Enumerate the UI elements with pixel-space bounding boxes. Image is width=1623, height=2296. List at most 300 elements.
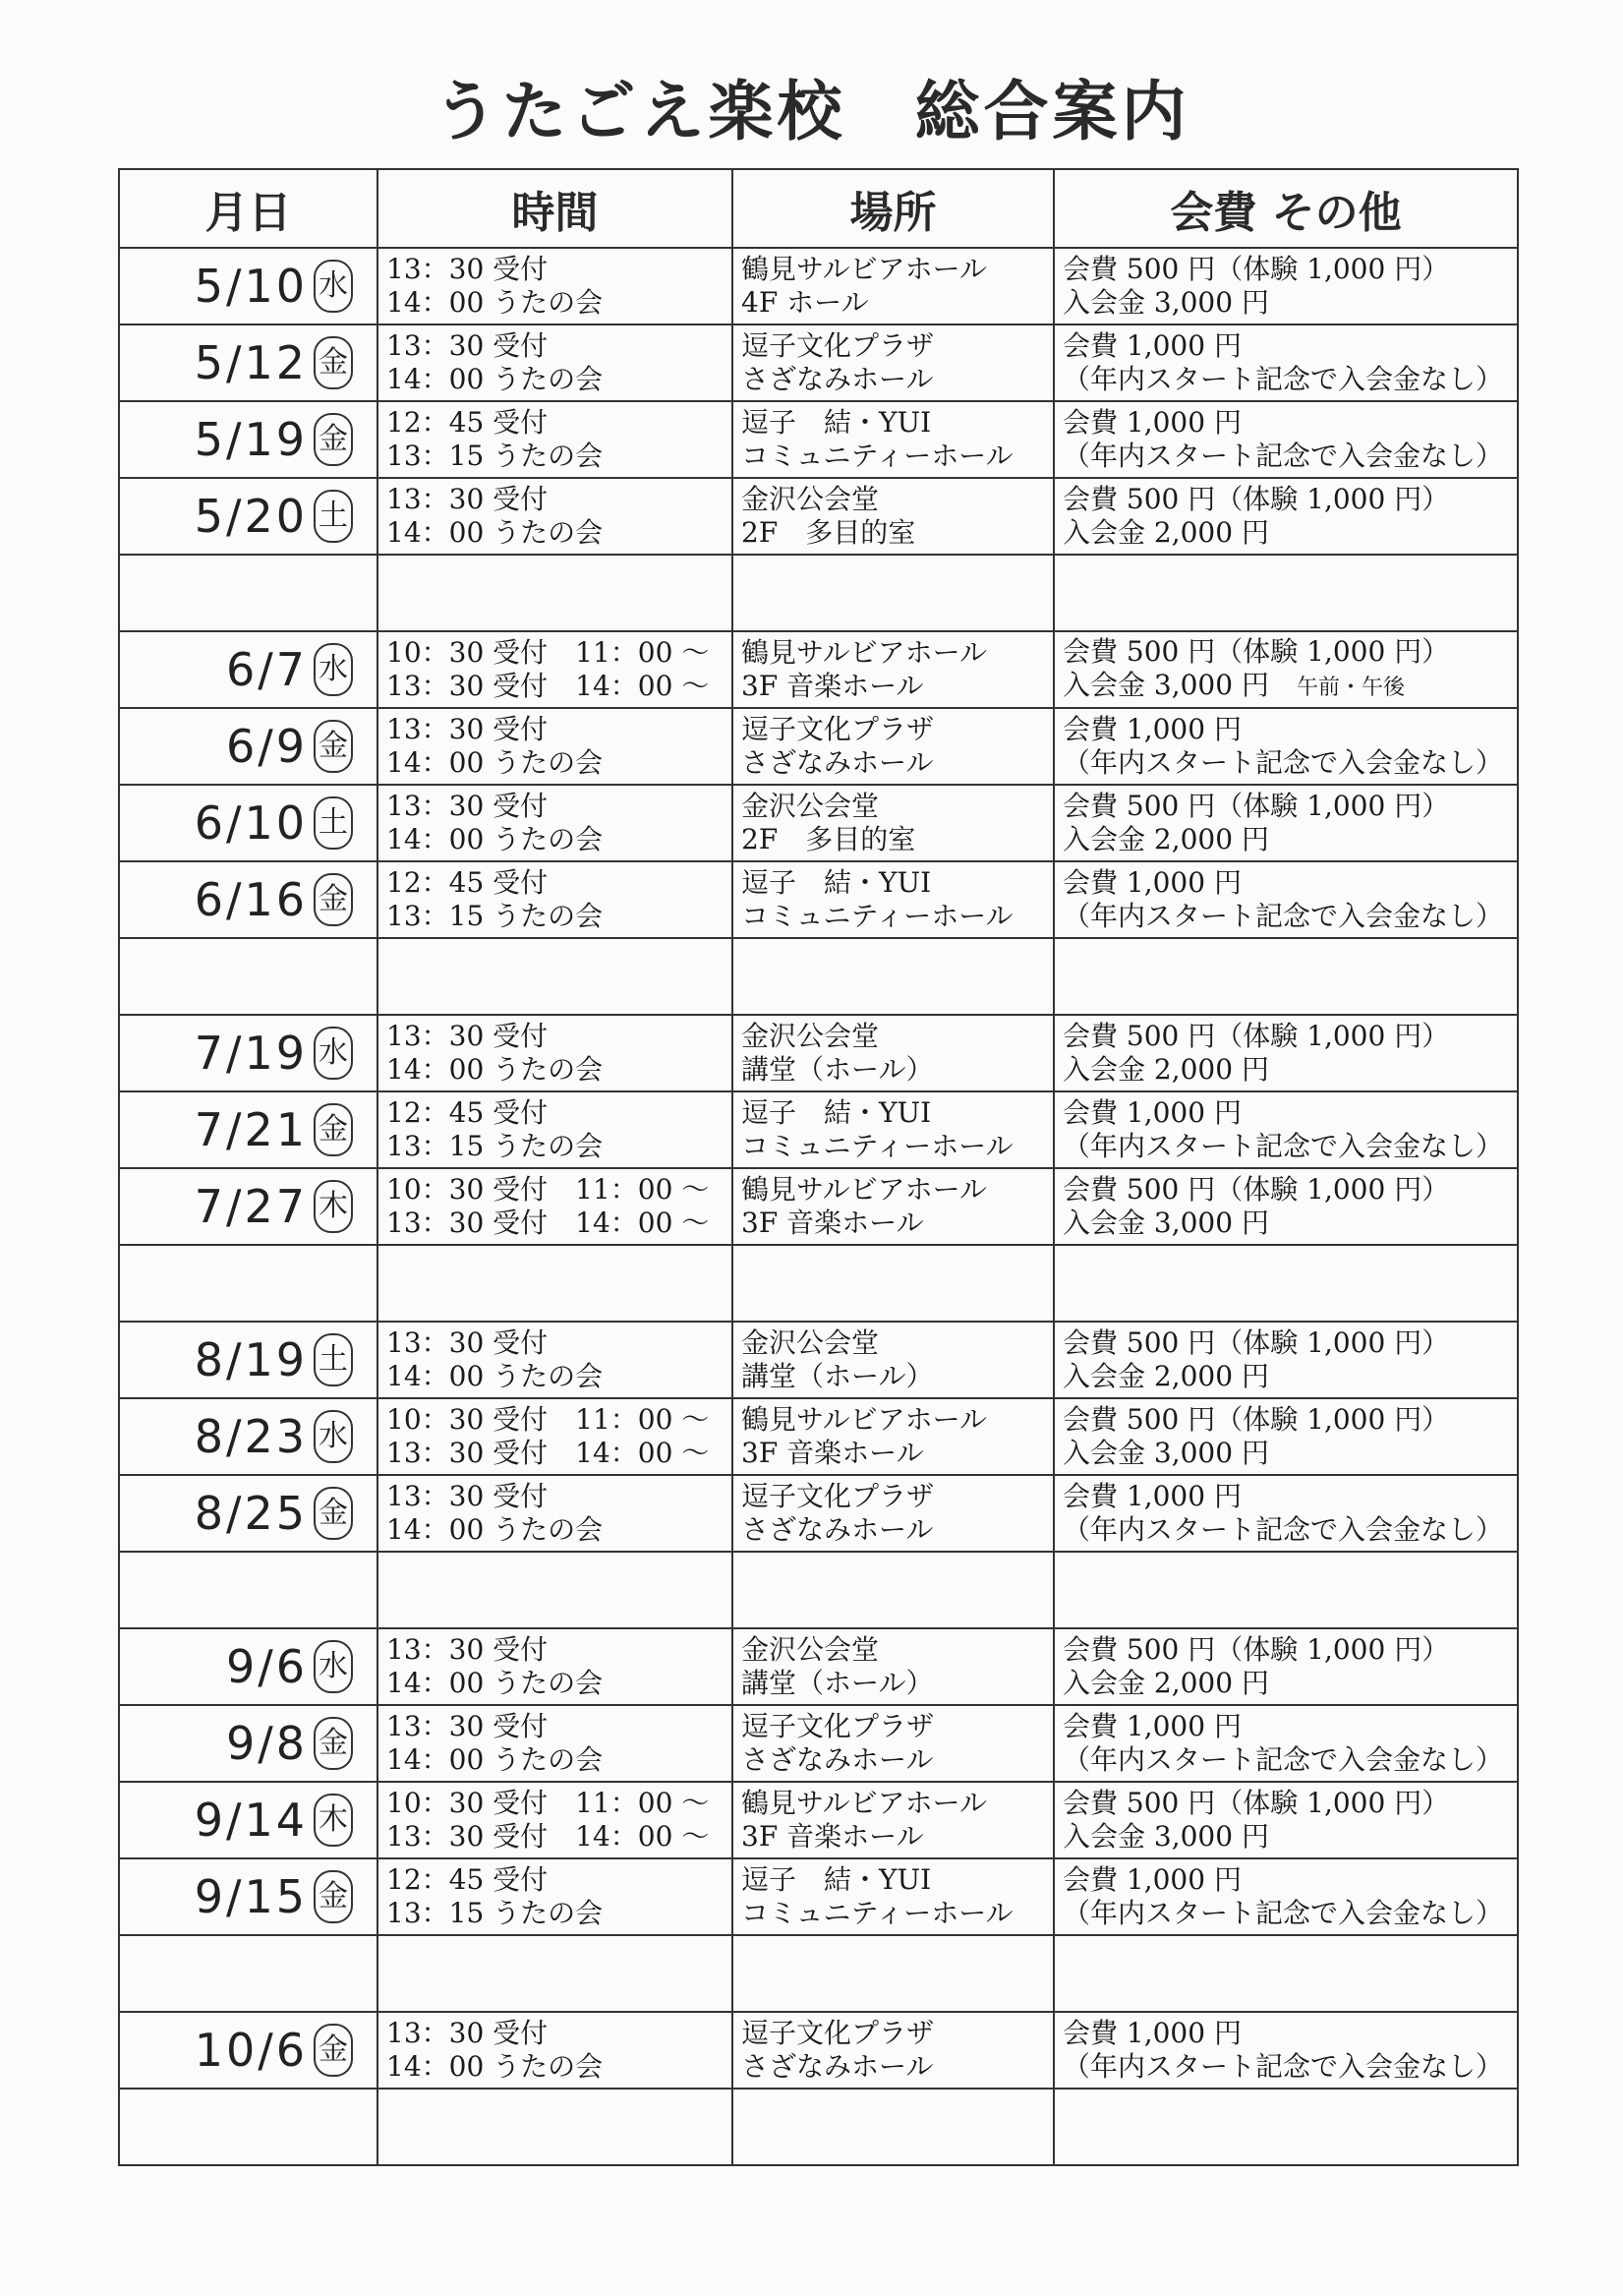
fee-line-2 <box>1063 1897 1517 1930</box>
table-row <box>119 248 1518 324</box>
time-line-1: 13：30 受付 <box>386 253 549 285</box>
place-cell <box>732 324 1054 401</box>
time-cell <box>377 631 732 708</box>
header-place: 場所 <box>732 169 1054 248</box>
time-line-1: 10：30 受付 11：00 ～ <box>386 1787 710 1819</box>
event-date: 6/7 <box>225 643 308 696</box>
event-date: 5/20 <box>194 490 308 543</box>
fee-text: 入会金 2,000 円 <box>1063 823 1269 855</box>
time-line-2: 14：00 うたの会 <box>386 1667 604 1699</box>
event-date: 9/8 <box>225 1717 308 1770</box>
fee-line-1: 会費 500 円（体験 1,000 円） <box>1063 483 1450 515</box>
table-row <box>119 1628 1518 1705</box>
place-line-2: さざなみホール <box>741 746 934 779</box>
fee-line-2 <box>1063 900 1517 933</box>
place-line-2: さざなみホール <box>741 1743 934 1776</box>
weekday-badge: 金 <box>314 336 353 389</box>
blank-cell <box>732 1552 1054 1628</box>
fee-cell <box>1054 1322 1518 1398</box>
place-line-1: 鶴見サルビアホール <box>741 1403 988 1436</box>
blank-cell <box>377 1552 732 1628</box>
fee-text: 入会金 2,000 円 <box>1063 516 1269 549</box>
time-cell <box>377 324 732 401</box>
place-cell <box>732 1322 1054 1398</box>
place-line-1: 逗子文化プラザ <box>741 713 935 745</box>
time-line-2: 13：30 受付 14：00 ～ <box>386 1437 710 1469</box>
place-line-2: 2F 多目的室 <box>741 516 916 549</box>
blank-cell <box>732 1245 1054 1322</box>
place-line-1: 逗子 結・YUI <box>741 866 932 899</box>
weekday-badge: 金 <box>314 720 353 773</box>
place-line-2: 2F 多目的室 <box>741 823 916 855</box>
date-cell <box>119 2012 377 2089</box>
blank-cell <box>732 555 1054 631</box>
event-date: 10/6 <box>194 2024 308 2077</box>
time-line-1: 13：30 受付 <box>386 483 549 515</box>
fee-line-2 <box>1063 1820 1517 1854</box>
page-title: うたごえ楽校 総合案内 <box>433 74 1190 149</box>
fee-cell <box>1054 1168 1518 1245</box>
time-line-1: 12：45 受付 <box>386 1096 549 1129</box>
blank-cell <box>377 938 732 1015</box>
place-line-1: 逗子文化プラザ <box>741 2017 935 2049</box>
place-line-2: さざなみホール <box>741 2050 934 2083</box>
fee-line-2 <box>1063 746 1517 780</box>
fee-line-1: 会費 500 円（体験 1,000 円） <box>1063 1633 1450 1666</box>
date-cell <box>119 1782 377 1858</box>
fee-cell <box>1054 324 1518 401</box>
place-line-2: 3F 音楽ホール <box>741 1207 924 1239</box>
fee-line-1: 会費 1,000 円 <box>1063 1710 1242 1742</box>
blank-cell <box>119 555 377 631</box>
time-cell <box>377 785 732 861</box>
blank-cell <box>1054 2089 1518 2165</box>
fee-line-2 <box>1063 1743 1517 1777</box>
blank-cell <box>119 1552 377 1628</box>
blank-cell <box>1054 1935 1518 2012</box>
date-cell <box>119 1168 377 1245</box>
fee-line-1: 会費 1,000 円 <box>1063 329 1242 362</box>
place-cell <box>732 2012 1054 2089</box>
event-date: 6/10 <box>194 796 308 850</box>
time-cell <box>377 1168 732 1245</box>
fee-line-1: 会費 500 円（体験 1,000 円） <box>1063 634 1450 668</box>
fee-line-1: 会費 500 円（体験 1,000 円） <box>1063 253 1450 285</box>
fee-line-1: 会費 500 円（体験 1,000 円） <box>1063 1787 1450 1819</box>
time-line-2: 13：30 受付 14：00 ～ <box>386 670 710 702</box>
fee-text: 入会金 2,000 円 <box>1063 1360 1269 1392</box>
place-cell <box>732 1858 1054 1935</box>
time-cell <box>377 478 732 555</box>
time-line-1: 13：30 受付 <box>386 1020 549 1052</box>
date-cell <box>119 1475 377 1552</box>
fee-cell <box>1054 2012 1518 2089</box>
time-cell <box>377 1705 732 1782</box>
place-line-1: 金沢公会堂 <box>741 483 880 515</box>
time-cell <box>377 1475 732 1552</box>
fee-text: 入会金 3,000 円 <box>1063 286 1269 319</box>
fee-line-2 <box>1063 1513 1517 1547</box>
session-note: 午前・午後 <box>1296 675 1405 700</box>
fee-line-2 <box>1063 516 1517 550</box>
table-row <box>119 1168 1518 1245</box>
time-cell <box>377 2012 732 2089</box>
time-line-1: 13：30 受付 <box>386 1633 549 1666</box>
weekday-badge: 水 <box>314 643 353 696</box>
event-date: 5/12 <box>194 336 308 389</box>
place-cell <box>732 708 1054 785</box>
time-cell <box>377 1782 732 1858</box>
date-cell <box>119 1091 377 1168</box>
table-row <box>119 708 1518 785</box>
event-date: 8/23 <box>194 1410 308 1463</box>
place-line-2: さざなみホール <box>741 1513 934 1546</box>
fee-text: （年内スタート記念で入会金なし） <box>1063 1897 1504 1929</box>
weekday-badge: 木 <box>314 1794 353 1847</box>
fee-line-1: 会費 1,000 円 <box>1063 406 1242 439</box>
time-line-2: 14：00 うたの会 <box>386 363 604 395</box>
fee-cell <box>1054 1091 1518 1168</box>
place-line-1: 逗子 結・YUI <box>741 1863 932 1896</box>
fee-cell <box>1054 708 1518 785</box>
place-line-1: 逗子文化プラザ <box>741 1710 935 1742</box>
fee-cell <box>1054 1628 1518 1705</box>
time-line-2: 14：00 うたの会 <box>386 1743 604 1776</box>
event-date: 9/14 <box>194 1794 308 1847</box>
fee-cell <box>1054 1015 1518 1091</box>
place-cell <box>732 1628 1054 1705</box>
place-line-1: 金沢公会堂 <box>741 1326 880 1359</box>
fee-line-2 <box>1063 1130 1517 1163</box>
table-row <box>119 401 1518 478</box>
blank-cell <box>377 2089 732 2165</box>
fee-line-2 <box>1063 440 1517 473</box>
event-date: 7/19 <box>194 1027 308 1080</box>
place-line-1: 金沢公会堂 <box>741 1020 880 1052</box>
weekday-badge: 土 <box>314 1333 353 1386</box>
time-line-2: 13：15 うたの会 <box>386 1130 604 1162</box>
date-cell <box>119 785 377 861</box>
event-date: 6/9 <box>225 720 308 773</box>
weekday-badge: 水 <box>314 260 353 313</box>
place-line-1: 鶴見サルビアホール <box>741 1787 988 1819</box>
place-cell <box>732 861 1054 938</box>
fee-line-2 <box>1063 1437 1517 1470</box>
table-row <box>119 478 1518 555</box>
time-cell <box>377 1015 732 1091</box>
blank-cell <box>1054 1245 1518 1322</box>
table-row <box>119 1475 1518 1552</box>
time-line-2: 14：00 うたの会 <box>386 516 604 549</box>
time-cell <box>377 861 732 938</box>
fee-cell <box>1054 631 1518 708</box>
fee-cell <box>1054 478 1518 555</box>
blank-row <box>119 1552 1518 1628</box>
fee-cell <box>1054 1858 1518 1935</box>
place-line-1: 逗子 結・YUI <box>741 406 932 439</box>
date-cell <box>119 708 377 785</box>
place-line-1: 鶴見サルビアホール <box>741 253 988 285</box>
place-cell <box>732 1475 1054 1552</box>
time-line-1: 13：30 受付 <box>386 713 549 745</box>
date-cell <box>119 478 377 555</box>
fee-line-1: 会費 500 円（体験 1,000 円） <box>1063 790 1450 822</box>
fee-cell <box>1054 1705 1518 1782</box>
event-date: 9/6 <box>225 1640 308 1693</box>
fee-line-2 <box>1063 2050 1517 2084</box>
place-cell <box>732 478 1054 555</box>
time-line-1: 12：45 受付 <box>386 406 549 439</box>
weekday-badge: 金 <box>314 873 353 926</box>
time-cell <box>377 1398 732 1475</box>
place-line-2: コミュニティーホール <box>741 900 1014 932</box>
fee-cell <box>1054 785 1518 861</box>
time-line-1: 12：45 受付 <box>386 866 549 899</box>
table-row <box>119 1398 1518 1475</box>
blank-cell <box>377 555 732 631</box>
place-line-1: 金沢公会堂 <box>741 1633 880 1666</box>
schedule-body <box>119 248 1518 2165</box>
fee-text: （年内スタート記念で入会金なし） <box>1063 363 1504 395</box>
place-cell <box>732 1398 1054 1475</box>
place-line-2: 3F 音楽ホール <box>741 1820 924 1853</box>
event-date: 9/15 <box>194 1870 308 1923</box>
time-line-2: 14：00 うたの会 <box>386 1360 604 1392</box>
header-fee: 会費 その他 <box>1054 169 1518 248</box>
weekday-badge: 金 <box>314 413 353 466</box>
fee-line-1: 会費 1,000 円 <box>1063 713 1242 745</box>
date-cell <box>119 1705 377 1782</box>
place-line-1: 鶴見サルビアホール <box>741 636 988 669</box>
blank-row <box>119 1935 1518 2012</box>
place-line-1: 逗子文化プラザ <box>741 1480 935 1512</box>
date-cell <box>119 324 377 401</box>
time-line-1: 13：30 受付 <box>386 329 549 362</box>
date-cell <box>119 248 377 324</box>
weekday-badge: 水 <box>314 1027 353 1080</box>
fee-cell <box>1054 1475 1518 1552</box>
blank-cell <box>1054 555 1518 631</box>
fee-text: 入会金 2,000 円 <box>1063 1667 1269 1699</box>
table-row <box>119 1091 1518 1168</box>
event-date: 8/25 <box>194 1487 308 1540</box>
weekday-badge: 土 <box>314 796 353 850</box>
fee-cell <box>1054 401 1518 478</box>
blank-cell <box>119 1935 377 2012</box>
date-cell <box>119 1628 377 1705</box>
place-line-1: 逗子文化プラザ <box>741 329 935 362</box>
time-line-1: 13：30 受付 <box>386 1480 549 1512</box>
table-row <box>119 1782 1518 1858</box>
fee-line-2 <box>1063 1053 1517 1087</box>
place-cell <box>732 1705 1054 1782</box>
fee-line-2 <box>1063 1207 1517 1240</box>
weekday-badge: 金 <box>314 2024 353 2077</box>
weekday-badge: 水 <box>314 1640 353 1693</box>
time-line-1: 10：30 受付 11：00 ～ <box>386 1403 710 1436</box>
fee-text: （年内スタート記念で入会金なし） <box>1063 440 1504 472</box>
place-line-2: 3F 音楽ホール <box>741 1437 924 1469</box>
table-row <box>119 324 1518 401</box>
blank-cell <box>119 938 377 1015</box>
blank-row <box>119 555 1518 631</box>
weekday-badge: 木 <box>314 1180 353 1233</box>
fee-line-1: 会費 500 円（体験 1,000 円） <box>1063 1326 1450 1359</box>
fee-line-1: 会費 1,000 円 <box>1063 866 1242 899</box>
place-line-2: 講堂（ホール） <box>741 1360 934 1392</box>
blank-cell <box>1054 1552 1518 1628</box>
time-line-2: 14：00 うたの会 <box>386 286 604 319</box>
fee-line-2 <box>1063 1360 1517 1393</box>
table-row <box>119 861 1518 938</box>
date-cell <box>119 1322 377 1398</box>
header-row <box>119 169 1518 248</box>
time-line-2: 14：00 うたの会 <box>386 2050 604 2083</box>
time-line-2: 13：30 受付 14：00 ～ <box>386 1207 710 1239</box>
time-line-2: 13：15 うたの会 <box>386 440 604 472</box>
table-row <box>119 2012 1518 2089</box>
weekday-badge: 金 <box>314 1717 353 1770</box>
place-line-2: 講堂（ホール） <box>741 1667 934 1699</box>
time-cell <box>377 1091 732 1168</box>
fee-line-1: 会費 500 円（体験 1,000 円） <box>1063 1403 1450 1436</box>
weekday-badge: 金 <box>314 1870 353 1923</box>
fee-text: 入会金 3,000 円 <box>1063 1820 1269 1853</box>
place-line-1: 金沢公会堂 <box>741 790 880 822</box>
time-cell <box>377 401 732 478</box>
blank-cell <box>377 1245 732 1322</box>
fee-line-1: 会費 1,000 円 <box>1063 1480 1242 1512</box>
table-row <box>119 1015 1518 1091</box>
header-date: 月日 <box>119 169 377 248</box>
blank-cell <box>377 1935 732 2012</box>
time-line-2: 14：00 うたの会 <box>386 1513 604 1546</box>
date-cell <box>119 1858 377 1935</box>
fee-text: （年内スタート記念で入会金なし） <box>1063 1513 1504 1546</box>
time-cell <box>377 248 732 324</box>
place-cell <box>732 1091 1054 1168</box>
time-line-1: 10：30 受付 11：00 ～ <box>386 1173 710 1206</box>
fee-cell <box>1054 1782 1518 1858</box>
table-row <box>119 1322 1518 1398</box>
table-row <box>119 785 1518 861</box>
time-line-1: 13：30 受付 <box>386 790 549 822</box>
blank-row <box>119 2089 1518 2165</box>
event-date: 5/19 <box>194 413 308 466</box>
time-line-1: 12：45 受付 <box>386 1863 549 1896</box>
time-line-1: 13：30 受付 <box>386 2017 549 2049</box>
time-cell <box>377 1322 732 1398</box>
time-line-2: 13：30 受付 14：00 ～ <box>386 1820 710 1853</box>
fee-line-2 <box>1063 363 1517 396</box>
place-line-2: コミュニティーホール <box>741 1130 1014 1162</box>
time-cell <box>377 1628 732 1705</box>
fee-text: 入会金 3,000 円 <box>1063 668 1269 701</box>
blank-row <box>119 938 1518 1015</box>
event-date: 6/16 <box>194 873 308 926</box>
place-cell <box>732 1015 1054 1091</box>
fee-line-2 <box>1063 669 1517 705</box>
event-date: 5/10 <box>194 260 308 313</box>
place-line-2: コミュニティーホール <box>741 440 1014 472</box>
place-cell <box>732 1782 1054 1858</box>
place-line-2: コミュニティーホール <box>741 1897 1014 1929</box>
time-line-2: 14：00 うたの会 <box>386 746 604 779</box>
date-cell <box>119 1398 377 1475</box>
event-date: 7/27 <box>194 1180 308 1233</box>
place-line-2: 4F ホール <box>741 286 869 319</box>
place-cell <box>732 631 1054 708</box>
place-line-2: 3F 音楽ホール <box>741 670 924 702</box>
fee-text: 入会金 2,000 円 <box>1063 1053 1269 1086</box>
place-line-2: さざなみホール <box>741 363 934 395</box>
time-line-1: 13：30 受付 <box>386 1326 549 1359</box>
table-row <box>119 631 1518 708</box>
place-line-1: 逗子 結・YUI <box>741 1096 932 1129</box>
event-date: 8/19 <box>194 1333 308 1386</box>
blank-cell <box>1054 938 1518 1015</box>
blank-cell <box>732 2089 1054 2165</box>
time-line-2: 14：00 うたの会 <box>386 823 604 855</box>
blank-row <box>119 1245 1518 1322</box>
fee-text: （年内スタート記念で入会金なし） <box>1063 2050 1504 2083</box>
fee-line-2 <box>1063 1667 1517 1700</box>
header-time: 時間 <box>377 169 732 248</box>
time-line-2: 13：15 うたの会 <box>386 900 604 932</box>
fee-line-2 <box>1063 286 1517 320</box>
table-row <box>119 1705 1518 1782</box>
fee-line-2 <box>1063 823 1517 856</box>
time-cell <box>377 708 732 785</box>
time-line-2: 14：00 うたの会 <box>386 1053 604 1086</box>
fee-line-1: 会費 1,000 円 <box>1063 2017 1242 2049</box>
fee-line-1: 会費 500 円（体験 1,000 円） <box>1063 1173 1450 1206</box>
place-cell <box>732 1168 1054 1245</box>
fee-line-1: 会費 500 円（体験 1,000 円） <box>1063 1020 1450 1052</box>
time-line-1: 13：30 受付 <box>386 1710 549 1742</box>
fee-line-1: 会費 1,000 円 <box>1063 1863 1242 1896</box>
time-line-1: 10：30 受付 11：00 ～ <box>386 636 710 669</box>
fee-text: （年内スタート記念で入会金なし） <box>1063 1743 1504 1776</box>
fee-text: （年内スタート記念で入会金なし） <box>1063 746 1504 779</box>
weekday-badge: 金 <box>314 1103 353 1156</box>
fee-cell <box>1054 248 1518 324</box>
weekday-badge: 水 <box>314 1410 353 1463</box>
place-cell <box>732 785 1054 861</box>
fee-cell <box>1054 861 1518 938</box>
fee-text: （年内スタート記念で入会金なし） <box>1063 900 1504 932</box>
blank-cell <box>119 2089 377 2165</box>
date-cell <box>119 1015 377 1091</box>
date-cell <box>119 861 377 938</box>
place-cell <box>732 248 1054 324</box>
table-row <box>119 1858 1518 1935</box>
time-cell <box>377 1858 732 1935</box>
blank-cell <box>119 1245 377 1322</box>
fee-cell <box>1054 1398 1518 1475</box>
time-line-2: 13：15 うたの会 <box>386 1897 604 1929</box>
fee-line-1: 会費 1,000 円 <box>1063 1096 1242 1129</box>
event-date: 7/21 <box>194 1103 308 1156</box>
place-line-1: 鶴見サルビアホール <box>741 1173 988 1206</box>
fee-text: （年内スタート記念で入会金なし） <box>1063 1130 1504 1162</box>
blank-cell <box>732 938 1054 1015</box>
schedule-table <box>118 168 1519 2166</box>
fee-text: 入会金 3,000 円 <box>1063 1207 1269 1239</box>
weekday-badge: 土 <box>314 490 353 543</box>
place-line-2: 講堂（ホール） <box>741 1053 934 1086</box>
date-cell <box>119 401 377 478</box>
